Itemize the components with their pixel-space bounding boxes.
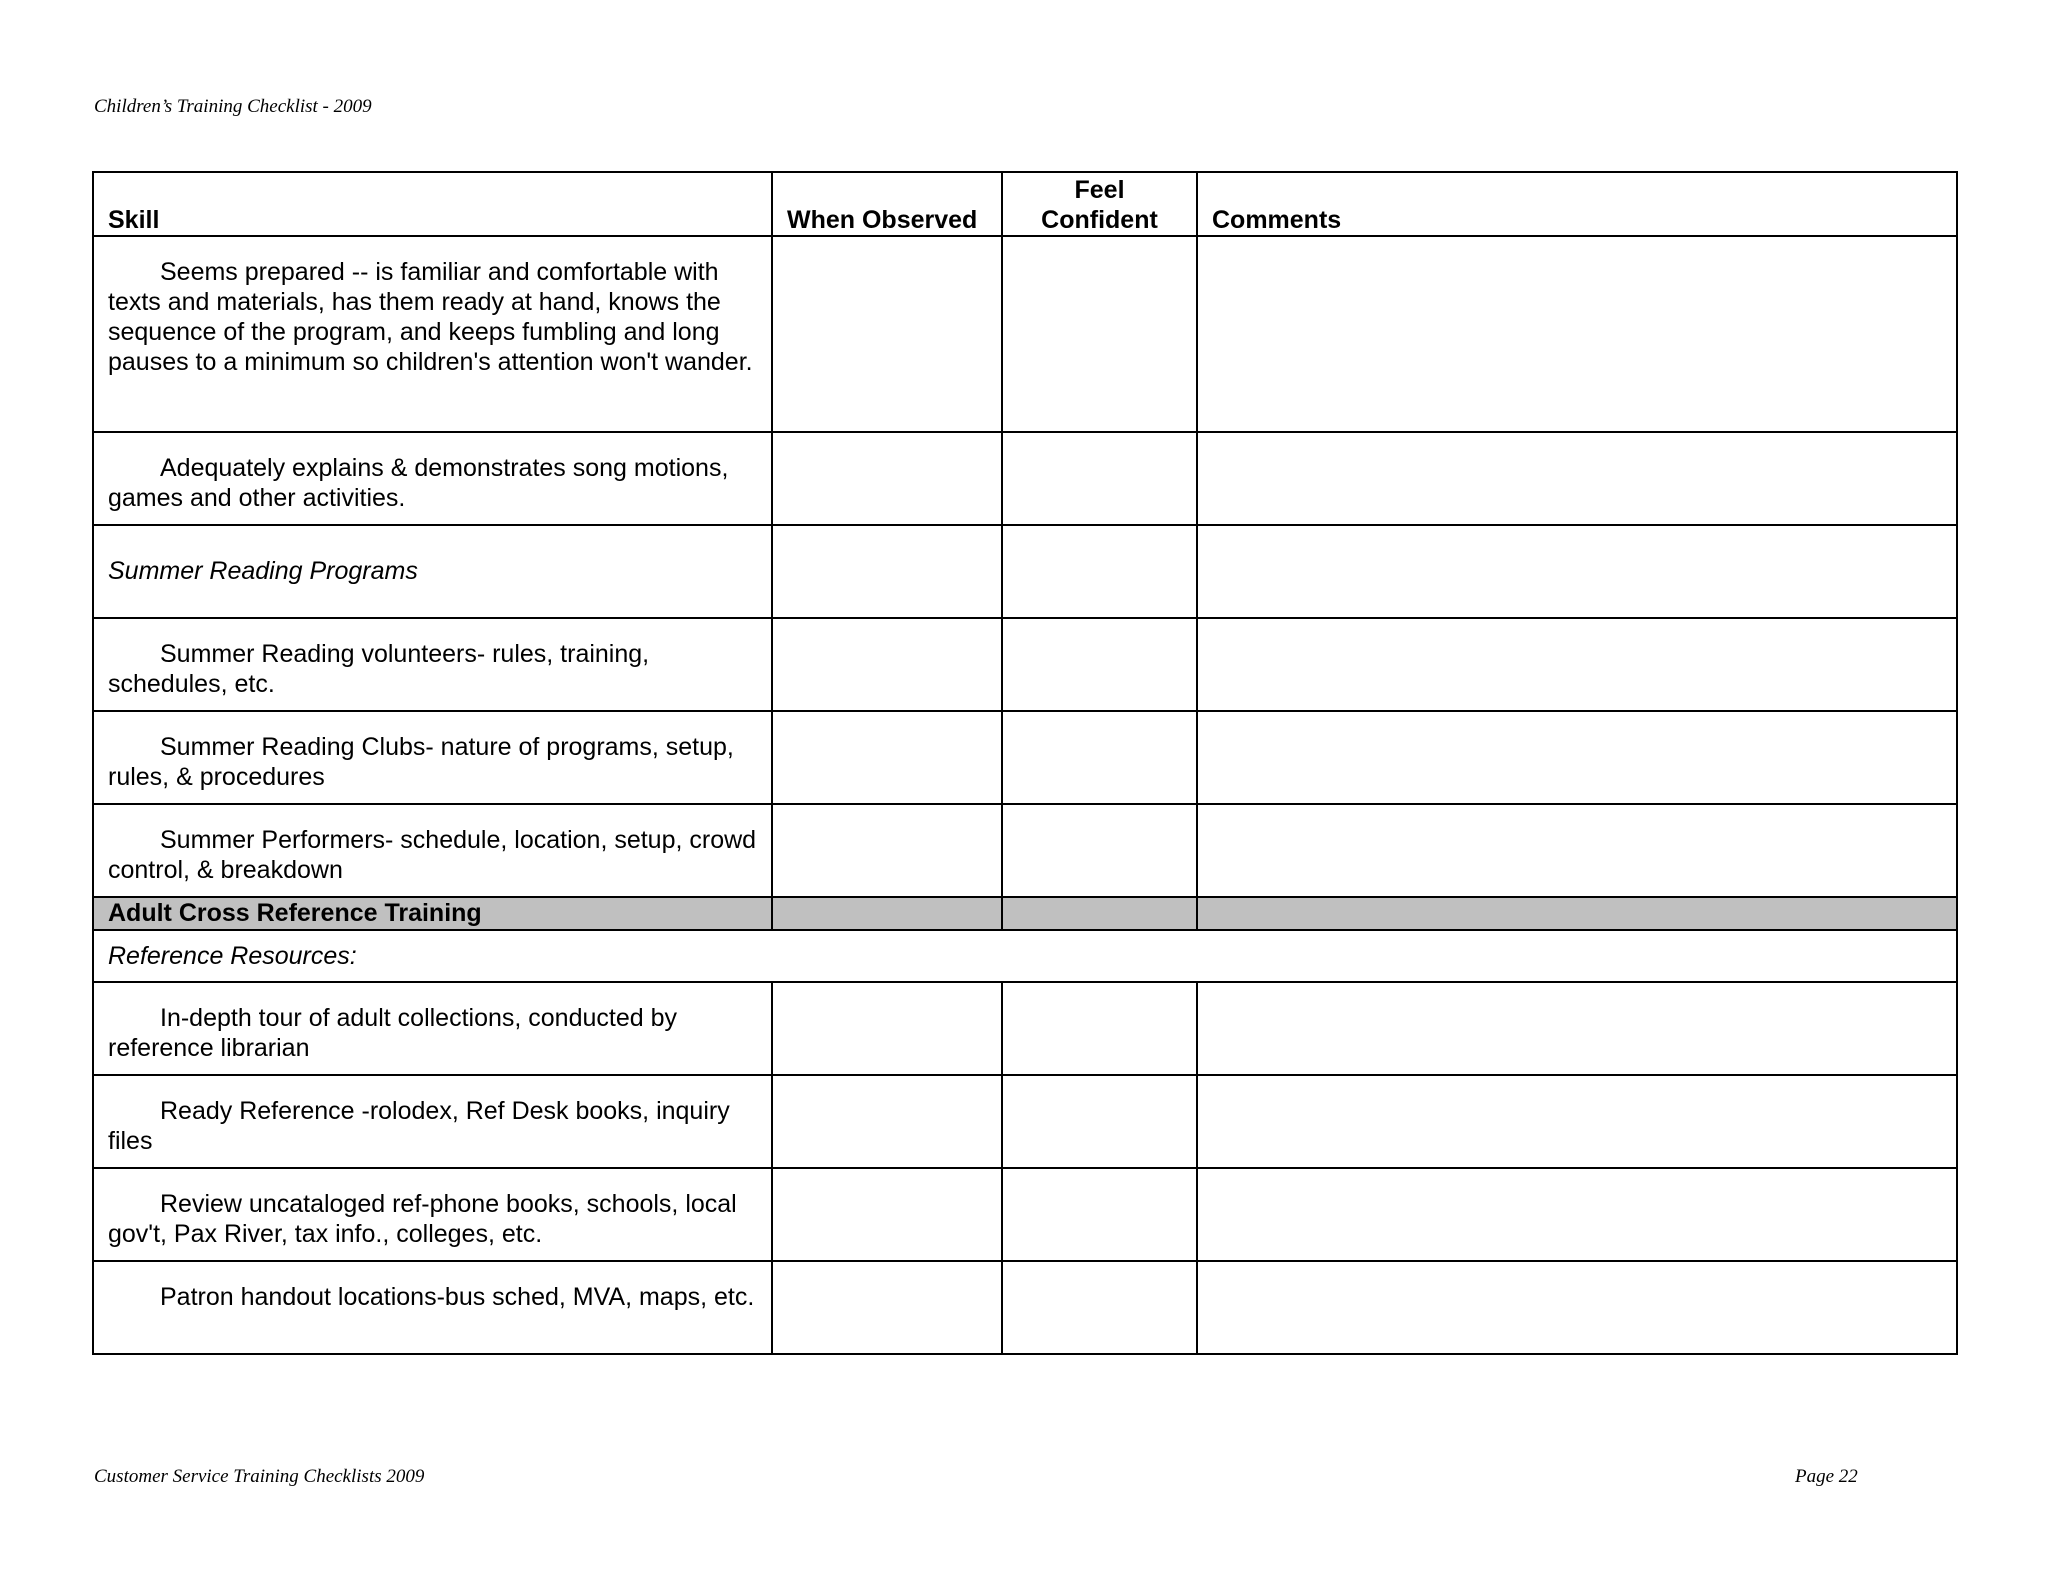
column-header-skill: Skill [93, 172, 772, 236]
when-observed-cell[interactable] [772, 804, 1002, 897]
comments-cell[interactable] [1197, 525, 1957, 618]
feel-confident-cell[interactable] [1002, 236, 1197, 432]
skill-text: Ready Reference -rolodex, Ref Desk books, inquiry files [108, 1097, 730, 1155]
section-cell [1197, 897, 1957, 930]
skill-cell [93, 804, 772, 897]
when-observed-cell[interactable] [772, 982, 1002, 1075]
skill-cell [93, 432, 772, 525]
feel-line-2: Confident [1041, 206, 1158, 234]
feel-confident-cell[interactable] [1002, 1168, 1197, 1261]
skill-text: Summer Reading Clubs- nature of programs, setup, rules, & procedures [108, 733, 734, 791]
feel-confident-cell[interactable] [1002, 525, 1197, 618]
training-checklist-table [92, 171, 1958, 1355]
skill-text: Patron handout locations-bus sched, MVA, maps, etc. [160, 1283, 755, 1311]
when-observed-cell[interactable] [772, 1261, 1002, 1354]
feel-confident-cell[interactable] [1002, 711, 1197, 804]
skill-cell [93, 236, 772, 432]
skill-cell [93, 1261, 772, 1354]
when-observed-cell[interactable] [772, 1075, 1002, 1168]
spanning-subheading: Reference Resources: [93, 930, 1957, 982]
section-cell [1002, 897, 1197, 930]
feel-confident-cell[interactable] [1002, 1261, 1197, 1354]
feel-confident-cell[interactable] [1002, 432, 1197, 525]
when-observed-cell[interactable] [772, 618, 1002, 711]
skill-text: Summer Performers- schedule, location, setup, crowd control, & breakdown [108, 826, 757, 884]
table-row [93, 1075, 1957, 1168]
when-observed-cell[interactable] [772, 525, 1002, 618]
comments-cell[interactable] [1197, 432, 1957, 525]
section-cell [772, 897, 1002, 930]
footer-title: Customer Service Training Checklists 2009 [94, 1466, 425, 1487]
spanning-subheading-row [93, 930, 1957, 982]
skill-cell [93, 1075, 772, 1168]
table-row [93, 432, 1957, 525]
when-observed-cell[interactable] [772, 1168, 1002, 1261]
page-number: Page 22 [1795, 1466, 1858, 1487]
comments-cell[interactable] [1197, 1075, 1957, 1168]
column-header-comments: Comments [1197, 172, 1957, 236]
table-row [93, 804, 1957, 897]
section-header-row [93, 897, 1957, 930]
feel-line-1: Feel [1074, 176, 1125, 204]
skill-cell [93, 711, 772, 804]
comments-cell[interactable] [1197, 236, 1957, 432]
comments-cell[interactable] [1197, 1261, 1957, 1354]
table-row [93, 1168, 1957, 1261]
feel-confident-cell[interactable] [1002, 982, 1197, 1075]
page-header: Children’s Training Checklist - 2009 [94, 96, 372, 117]
when-observed-cell[interactable] [772, 711, 1002, 804]
skill-text: In-depth tour of adult collections, conducted by reference librarian [108, 1004, 677, 1062]
skill-cell [93, 1168, 772, 1261]
table-row [93, 236, 1957, 432]
comments-cell[interactable] [1197, 982, 1957, 1075]
column-header-feel-confident [1002, 172, 1197, 236]
comments-cell[interactable] [1197, 618, 1957, 711]
table-row-subheading [93, 525, 1957, 618]
subheading-text: Summer Reading Programs [108, 557, 418, 585]
feel-confident-cell[interactable] [1002, 804, 1197, 897]
feel-confident-cell[interactable] [1002, 1075, 1197, 1168]
comments-cell[interactable] [1197, 804, 1957, 897]
table-row [93, 711, 1957, 804]
subheading-cell [93, 525, 772, 618]
skill-text: Seems prepared -- is familiar and comfortable with texts and materials, has them ready at hand, knows the sequence of the program, and keeps fumbling and long pauses to a minimum so children's attention won't wander. [108, 258, 753, 376]
when-observed-cell[interactable] [772, 432, 1002, 525]
skill-text: Adequately explains & demonstrates song motions, games and other activities. [108, 454, 729, 512]
comments-cell[interactable] [1197, 1168, 1957, 1261]
table-row [93, 1261, 1957, 1354]
when-observed-cell[interactable] [772, 236, 1002, 432]
skill-text: Summer Reading volunteers- rules, training, schedules, etc. [108, 640, 650, 698]
skill-cell [93, 982, 772, 1075]
table-header-row [93, 172, 1957, 236]
table-row [93, 982, 1957, 1075]
skill-text: Review uncataloged ref-phone books, schools, local gov't, Pax River, tax info., colleges, etc. [108, 1190, 737, 1248]
column-header-when-observed: When Observed [772, 172, 1002, 236]
table-row [93, 618, 1957, 711]
feel-confident-cell[interactable] [1002, 618, 1197, 711]
section-title: Adult Cross Reference Training [93, 897, 772, 930]
skill-cell [93, 618, 772, 711]
comments-cell[interactable] [1197, 711, 1957, 804]
